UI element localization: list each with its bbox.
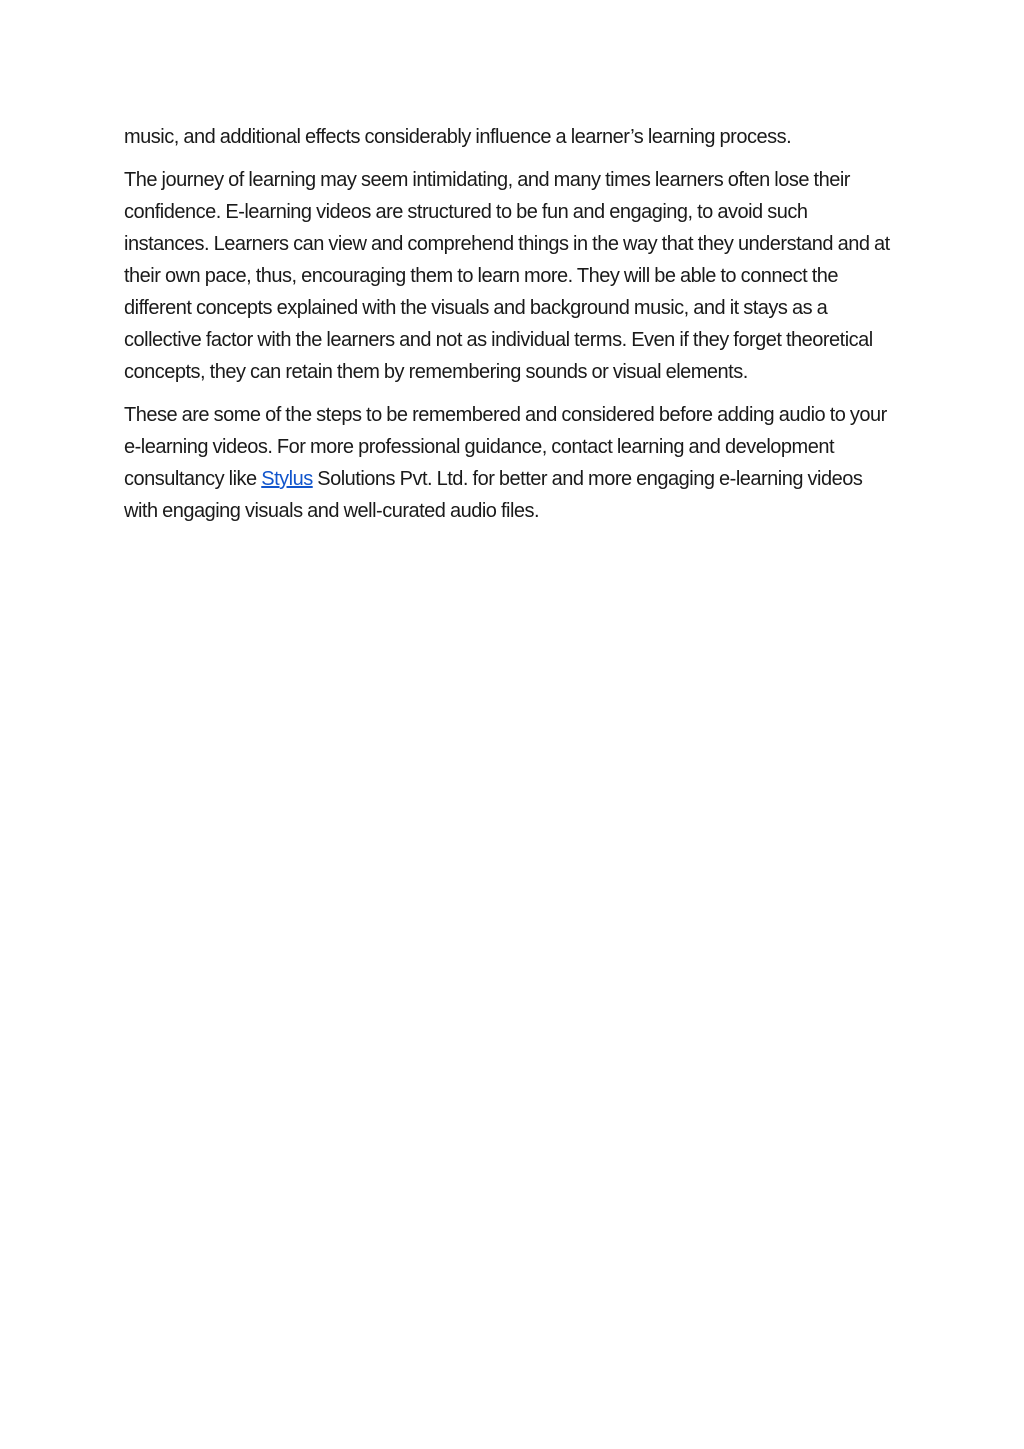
paragraph-2: The journey of learning may seem intimidating, and many times learners often lose their confidence. E-learning videos are structured to be fun and engaging, to avoid such instances. Learners can view and comprehend things in the way that they understand and at their own pace, thus, encouraging them to learn more. They will be able to connect the different concepts explained with the visuals and background music, and it stays as a collective factor with the learners and not as individual terms. Even if they forget theoretical concepts, they can retain them by remembering sounds or visual elements. [124,169,890,383]
document-body [124,121,894,538]
paragraph-3-text-after-link: Solutions Pvt. Ltd. for better and more engaging e-learning videos with engaging visuals and well-curated audio files. [124,468,863,522]
paragraph-1: music, and additional effects considerably influence a learner’s learning process. [124,126,792,148]
paragraph-3 [124,399,894,527]
stylus-link[interactable]: Stylus [261,468,313,490]
paragraph-3-text-before-link: These are some of the steps to be remembered and considered before adding audio to your e-learning videos. For more professional guidance, contact learning and development consultancy like [124,404,887,490]
